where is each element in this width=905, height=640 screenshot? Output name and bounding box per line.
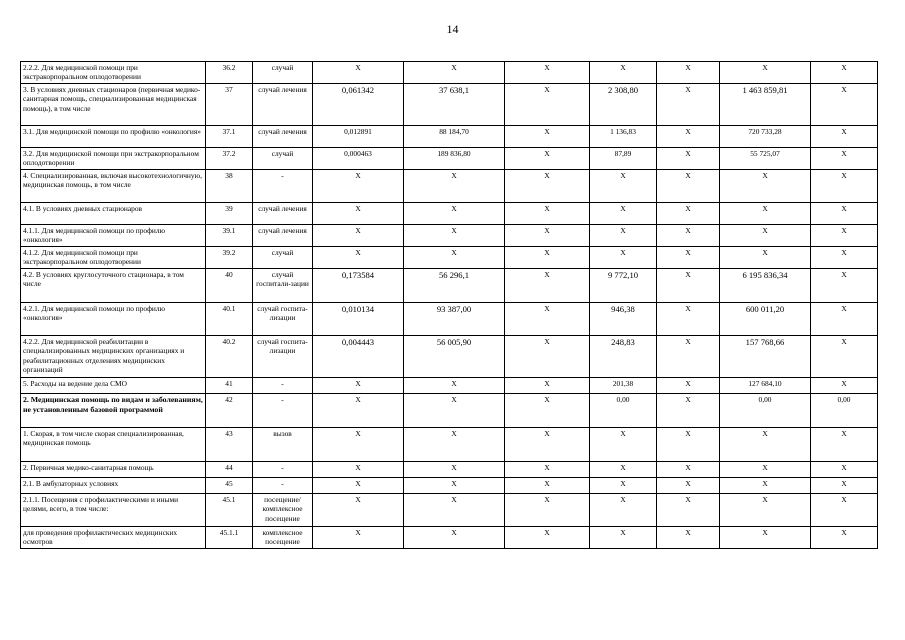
table-row (21, 269, 878, 303)
value-cell-3: Х (505, 269, 590, 303)
value-cell-3: Х (505, 148, 590, 170)
value-cell-3: Х (505, 126, 590, 148)
value-cell-1: Х (313, 247, 404, 269)
value-cell-1: Х (313, 494, 404, 527)
value-cell-7: Х (811, 494, 878, 527)
value-cell-2: 56 005,90 (404, 336, 505, 378)
value-cell-5: Х (657, 394, 720, 428)
value-cell-6: Х (720, 225, 811, 247)
row-name-cell: 3. В условиях дневных стационаров (первичная медико-санитарная помощь, специализированная медицинская помощь), в том числе (21, 84, 206, 126)
value-cell-5: Х (657, 494, 720, 527)
row-code-cell: 41 (206, 378, 253, 394)
value-cell-6: 157 768,66 (720, 336, 811, 378)
value-cell-6: Х (720, 247, 811, 269)
value-cell-4: 248,83 (590, 336, 657, 378)
value-cell-7: Х (811, 462, 878, 478)
value-cell-5: Х (657, 203, 720, 225)
table-row (21, 394, 878, 428)
value-cell-2: Х (404, 247, 505, 269)
value-cell-6: 127 684,10 (720, 378, 811, 394)
row-name-cell: 4. Специализированная, включая высокотехнологичную, медицинская помощь, в том числе (21, 170, 206, 203)
row-code-cell: 42 (206, 394, 253, 428)
table-row (21, 148, 878, 170)
value-cell-3: Х (505, 428, 590, 462)
row-unit-cell: случай лечения (253, 225, 313, 247)
row-unit-cell: - (253, 394, 313, 428)
value-cell-7: Х (811, 225, 878, 247)
value-cell-2: Х (404, 462, 505, 478)
value-cell-4: 1 136,83 (590, 126, 657, 148)
row-name-cell: для проведения профилактических медицинских осмотров (21, 527, 206, 549)
row-name-cell: 3.1. Для медицинской помощи по профилю «онкология» (21, 126, 206, 148)
value-cell-7: Х (811, 527, 878, 549)
value-cell-5: Х (657, 527, 720, 549)
value-cell-1: Х (313, 428, 404, 462)
value-cell-5: Х (657, 462, 720, 478)
row-unit-cell: - (253, 170, 313, 203)
value-cell-3: Х (505, 203, 590, 225)
value-cell-3: Х (505, 247, 590, 269)
value-cell-5: Х (657, 62, 720, 84)
value-cell-3: Х (505, 225, 590, 247)
value-cell-1: Х (313, 478, 404, 494)
value-cell-3: Х (505, 478, 590, 494)
value-cell-3: Х (505, 84, 590, 126)
table-row (21, 478, 878, 494)
value-cell-4: 201,38 (590, 378, 657, 394)
row-code-cell: 38 (206, 170, 253, 203)
row-name-cell: 2. Медицинская помощь по видам и заболеваниям, не установленным базовой программой (21, 394, 206, 428)
value-cell-1: Х (313, 170, 404, 203)
value-cell-1: 0,004443 (313, 336, 404, 378)
value-cell-6: 720 733,28 (720, 126, 811, 148)
row-code-cell: 45 (206, 478, 253, 494)
value-cell-1: Х (313, 203, 404, 225)
row-unit-cell: посещение/ комплексное посещение (253, 494, 313, 527)
value-cell-7: Х (811, 478, 878, 494)
value-cell-1: 0,000463 (313, 148, 404, 170)
value-cell-2: Х (404, 527, 505, 549)
value-cell-1: 0,012891 (313, 126, 404, 148)
value-cell-7: Х (811, 170, 878, 203)
value-cell-1: 0,173584 (313, 269, 404, 303)
value-cell-6: Х (720, 478, 811, 494)
value-cell-3: Х (505, 394, 590, 428)
row-name-cell: 2.1.1. Посещения с профилактическими и иными целями, всего, в том числе: (21, 494, 206, 527)
value-cell-5: Х (657, 126, 720, 148)
value-cell-6: 600 011,20 (720, 303, 811, 336)
value-cell-1: Х (313, 394, 404, 428)
value-cell-5: Х (657, 378, 720, 394)
row-code-cell: 44 (206, 462, 253, 478)
row-name-cell: 4.1.1. Для медицинской помощи по профилю «онкология» (21, 225, 206, 247)
value-cell-7: Х (811, 62, 878, 84)
value-cell-7: 0,00 (811, 394, 878, 428)
value-cell-4: Х (590, 428, 657, 462)
value-cell-4: 2 308,80 (590, 84, 657, 126)
value-cell-7: Х (811, 269, 878, 303)
table-row (21, 203, 878, 225)
value-cell-4: Х (590, 62, 657, 84)
value-cell-6: 6 195 836,34 (720, 269, 811, 303)
row-code-cell: 39 (206, 203, 253, 225)
row-code-cell: 45.1.1 (206, 527, 253, 549)
value-cell-4: Х (590, 462, 657, 478)
table-row (21, 84, 878, 126)
table-row (21, 62, 878, 84)
value-cell-6: Х (720, 170, 811, 203)
value-cell-2: Х (404, 394, 505, 428)
value-cell-7: Х (811, 247, 878, 269)
value-cell-5: Х (657, 303, 720, 336)
row-code-cell: 40.2 (206, 336, 253, 378)
row-code-cell: 37.2 (206, 148, 253, 170)
value-cell-6: Х (720, 494, 811, 527)
value-cell-2: Х (404, 378, 505, 394)
table-row (21, 225, 878, 247)
row-unit-cell: вызов (253, 428, 313, 462)
value-cell-2: Х (404, 478, 505, 494)
row-code-cell: 39.1 (206, 225, 253, 247)
value-cell-4: Х (590, 203, 657, 225)
row-code-cell: 40.1 (206, 303, 253, 336)
row-code-cell: 36.2 (206, 62, 253, 84)
value-cell-2: 93 387,00 (404, 303, 505, 336)
row-name-cell: 2.1. В амбулаторных условиях (21, 478, 206, 494)
value-cell-6: 55 725,07 (720, 148, 811, 170)
row-unit-cell: случай (253, 148, 313, 170)
value-cell-5: Х (657, 336, 720, 378)
row-name-cell: 2.2.2. Для медицинской помощи при экстракорпоральном оплодотворении (21, 62, 206, 84)
row-code-cell: 39.2 (206, 247, 253, 269)
row-code-cell: 45.1 (206, 494, 253, 527)
value-cell-4: Х (590, 527, 657, 549)
value-cell-6: 0,00 (720, 394, 811, 428)
value-cell-6: Х (720, 527, 811, 549)
value-cell-4: Х (590, 247, 657, 269)
table-row (21, 428, 878, 462)
value-cell-3: Х (505, 494, 590, 527)
row-unit-cell: комплексное посещение (253, 527, 313, 549)
table-row (21, 247, 878, 269)
value-cell-1: Х (313, 62, 404, 84)
value-cell-7: Х (811, 126, 878, 148)
row-code-cell: 37.1 (206, 126, 253, 148)
row-unit-cell: случай лечения (253, 203, 313, 225)
value-cell-6: Х (720, 462, 811, 478)
financing-table (20, 61, 878, 549)
value-cell-3: Х (505, 303, 590, 336)
value-cell-6: 1 463 859,81 (720, 84, 811, 126)
value-cell-1: Х (313, 225, 404, 247)
table-body (21, 62, 878, 549)
value-cell-6: Х (720, 428, 811, 462)
value-cell-3: Х (505, 527, 590, 549)
row-name-cell: 2. Первичная медико-санитарная помощь (21, 462, 206, 478)
value-cell-2: 56 296,1 (404, 269, 505, 303)
row-name-cell: 4.1. В условиях дневных стационаров (21, 203, 206, 225)
row-unit-cell: случай госпитали-зации (253, 269, 313, 303)
value-cell-6: Х (720, 203, 811, 225)
value-cell-2: Х (404, 225, 505, 247)
row-name-cell: 4.2. В условиях круглосуточного стационара, в том числе (21, 269, 206, 303)
table-row (21, 336, 878, 378)
value-cell-5: Х (657, 84, 720, 126)
row-unit-cell: случай (253, 247, 313, 269)
value-cell-7: Х (811, 303, 878, 336)
value-cell-1: 0,061342 (313, 84, 404, 126)
row-unit-cell: случай лечения (253, 126, 313, 148)
value-cell-5: Х (657, 478, 720, 494)
value-cell-4: Х (590, 478, 657, 494)
row-unit-cell: - (253, 378, 313, 394)
value-cell-1: 0,010134 (313, 303, 404, 336)
table-row (21, 378, 878, 394)
value-cell-5: Х (657, 170, 720, 203)
row-unit-cell: - (253, 462, 313, 478)
row-name-cell: 4.2.2. Для медицинской реабилитации в специализированных медицинских организациях и реабилитационных отделениях медицинских организаций (21, 336, 206, 378)
value-cell-3: Х (505, 62, 590, 84)
value-cell-2: Х (404, 170, 505, 203)
table-row (21, 494, 878, 527)
value-cell-7: Х (811, 203, 878, 225)
row-name-cell: 3.2. Для медицинской помощи при экстракорпоральном оплодотворении (21, 148, 206, 170)
row-unit-cell: случай (253, 62, 313, 84)
value-cell-1: Х (313, 462, 404, 478)
value-cell-2: 37 638,1 (404, 84, 505, 126)
row-unit-cell: случай госпита-лизации (253, 336, 313, 378)
value-cell-7: Х (811, 148, 878, 170)
value-cell-2: Х (404, 203, 505, 225)
row-name-cell: 1. Скорая, в том числе скорая специализированная, медицинская помощь (21, 428, 206, 462)
value-cell-5: Х (657, 269, 720, 303)
value-cell-7: Х (811, 336, 878, 378)
value-cell-5: Х (657, 247, 720, 269)
row-unit-cell: - (253, 478, 313, 494)
value-cell-4: 946,38 (590, 303, 657, 336)
value-cell-3: Х (505, 462, 590, 478)
row-code-cell: 37 (206, 84, 253, 126)
table-row (21, 527, 878, 549)
value-cell-4: Х (590, 494, 657, 527)
row-code-cell: 40 (206, 269, 253, 303)
row-name-cell: 4.2.1. Для медицинской помощи по профилю «онкология» (21, 303, 206, 336)
value-cell-4: 87,89 (590, 148, 657, 170)
value-cell-7: Х (811, 428, 878, 462)
value-cell-4: 9 772,10 (590, 269, 657, 303)
value-cell-1: Х (313, 378, 404, 394)
value-cell-5: Х (657, 148, 720, 170)
table-row (21, 126, 878, 148)
row-name-cell: 4.1.2. Для медицинской помощи при экстракорпоральном оплодотворении (21, 247, 206, 269)
value-cell-7: Х (811, 84, 878, 126)
value-cell-6: Х (720, 62, 811, 84)
value-cell-3: Х (505, 378, 590, 394)
value-cell-5: Х (657, 225, 720, 247)
value-cell-4: 0,00 (590, 394, 657, 428)
row-name-cell: 5. Расходы на ведение дела СМО (21, 378, 206, 394)
page-number: 14 (446, 22, 459, 36)
value-cell-2: Х (404, 62, 505, 84)
value-cell-2: Х (404, 494, 505, 527)
value-cell-1: Х (313, 527, 404, 549)
value-cell-4: Х (590, 225, 657, 247)
table-row (21, 462, 878, 478)
value-cell-5: Х (657, 428, 720, 462)
value-cell-3: Х (505, 336, 590, 378)
value-cell-2: Х (404, 428, 505, 462)
value-cell-2: 88 184,70 (404, 126, 505, 148)
row-unit-cell: случай лечения (253, 84, 313, 126)
row-unit-cell: случай госпита-лизации (253, 303, 313, 336)
row-code-cell: 43 (206, 428, 253, 462)
value-cell-3: Х (505, 170, 590, 203)
table-row (21, 170, 878, 203)
value-cell-4: Х (590, 170, 657, 203)
table-row (21, 303, 878, 336)
value-cell-2: 189 836,80 (404, 148, 505, 170)
value-cell-7: Х (811, 378, 878, 394)
